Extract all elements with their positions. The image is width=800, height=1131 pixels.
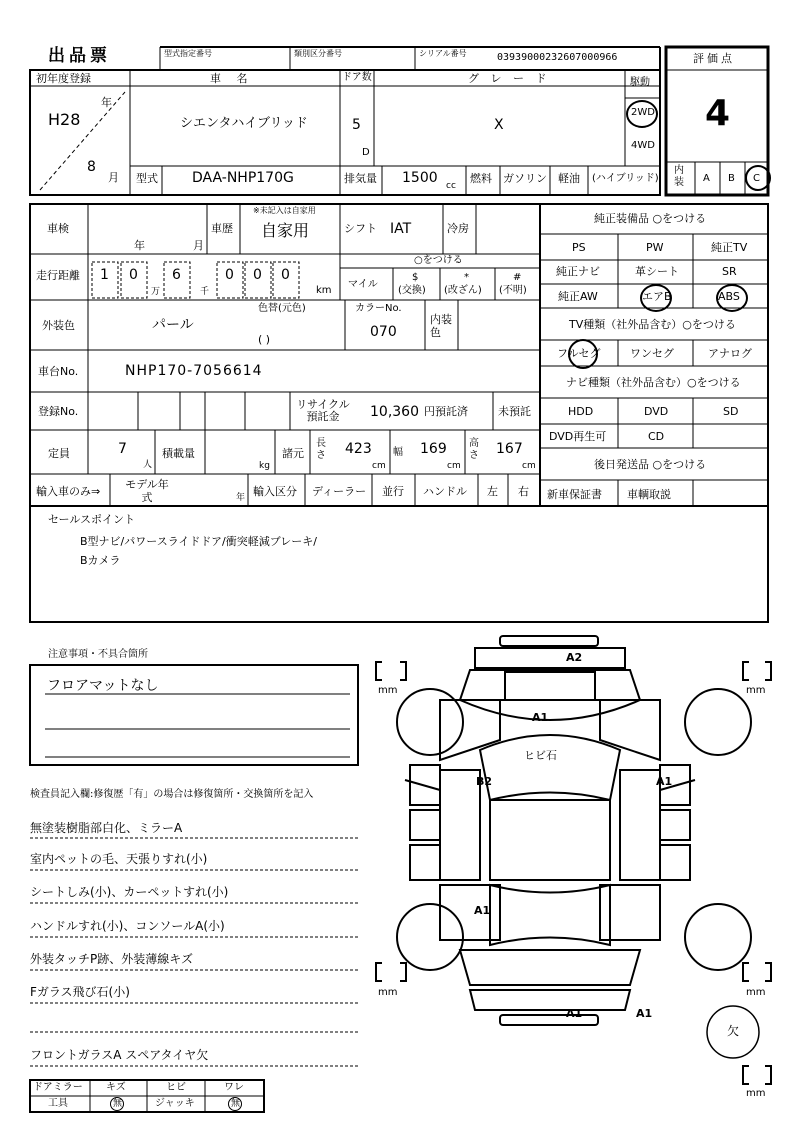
legend-break: ワレ (224, 1082, 244, 1093)
reg-month-value: 8 (87, 159, 96, 175)
history-note: ※未記入は自家用 (253, 206, 316, 215)
dealer-option[interactable]: ディーラー (312, 485, 367, 498)
mileage-digit-5: 0 (253, 267, 262, 283)
handle-left[interactable]: 左 (487, 485, 498, 498)
model-year-unit: 年 (236, 493, 246, 503)
length-value: 423 (345, 441, 372, 457)
handle-right[interactable]: 右 (518, 485, 529, 498)
shift-value: IAT (390, 221, 412, 237)
inspector-line-4: ハンドルすれ(小)、コンソールA(小) (30, 919, 225, 933)
mileage-digit-4: 0 (225, 267, 234, 283)
chassis-value: NHP170-7056614 (125, 363, 263, 379)
shift-label: シフト (344, 222, 377, 235)
mileage-digit-6: 0 (281, 267, 290, 283)
mileage-label: 走行距離 (36, 269, 80, 282)
ac-label: 冷房 (447, 222, 469, 235)
category-label: 類別区分番号 (294, 49, 342, 58)
color-no-label: カラーNo. (355, 303, 402, 314)
shaken-label: 車検 (47, 222, 69, 235)
inspector-label: 検査員記入欄:修復歴「有」の場合は修復箇所・交換箇所を記入 (30, 789, 314, 800)
width-value: 169 (420, 441, 447, 457)
navi-dvd-play[interactable]: DVD再生可 (549, 430, 607, 443)
grade-value: X (494, 117, 504, 133)
later-title: 後日発送品 ○をつける (594, 458, 707, 471)
recycle-unpaid[interactable]: 未預託 (498, 405, 531, 418)
width-unit: cm (447, 461, 461, 471)
reg-month-unit: 月 (108, 171, 119, 184)
reg-year-value: H28 (48, 110, 81, 129)
shaken-year-unit: 年 (134, 239, 145, 252)
color-label: 外装色 (42, 319, 75, 332)
car-diagram (397, 636, 751, 1025)
sales-point-line1: B型ナビ/パワースライドドア/衝突軽減ブレーキ/ (80, 535, 318, 548)
inspector-line-6: Fガラス飛び石(小) (30, 985, 130, 999)
legend-crack: ヒビ (166, 1082, 186, 1093)
tv-fullseg[interactable]: フルセグ (557, 347, 601, 360)
score-label: 評価点 (693, 52, 735, 65)
interior-a[interactable]: A (703, 173, 710, 184)
import-category-label: 輸入区分 (253, 485, 297, 498)
recycle-label: リサイクル預託金 (296, 398, 350, 423)
mark-rear-bumper-2: A1 (636, 1007, 653, 1020)
model-year-label: モデル年式 (125, 478, 169, 504)
exchange-option[interactable]: (交換) (398, 285, 426, 296)
mm-spare: mm (746, 1088, 766, 1099)
interior-color-label: 内装色 (430, 313, 452, 339)
sales-point-line2: Bカメラ (80, 554, 121, 567)
capacity-value: 7 (118, 441, 127, 457)
car-name-label: 車 名 (210, 72, 254, 85)
navi-cd[interactable]: CD (648, 430, 665, 443)
tv-analog[interactable]: アナログ (708, 347, 752, 360)
length-unit: cm (372, 461, 386, 471)
mark-front-bumper: A2 (566, 651, 583, 664)
legend-tools: 工具 (48, 1098, 68, 1109)
drive-4wd[interactable]: 4WD (631, 140, 655, 151)
parallel-option[interactable]: 並行 (382, 485, 404, 498)
equip-leather[interactable]: 革シート (635, 265, 679, 278)
form-title: 出品票 (48, 46, 111, 66)
width-label: 幅 (393, 447, 403, 458)
mm-front-left: mm (378, 685, 398, 696)
sales-point-label: セールスポイント (48, 513, 136, 526)
capacity-unit: 人 (143, 460, 153, 470)
fullseg-circle (568, 339, 598, 369)
equip-ps[interactable]: PS (572, 241, 586, 254)
legend-jack: ジャッキ (155, 1098, 195, 1109)
equip-airbag[interactable]: エアB (642, 290, 672, 303)
airbag-circle (640, 284, 672, 312)
mark-windshield: ヒビ石 (524, 749, 557, 762)
exchange-symbol: $ (412, 272, 419, 283)
type-value: DAA-NHP170G (192, 170, 294, 186)
equip-title: 純正装備品 ○をつける (594, 212, 707, 225)
legend-door-mirror: ドアミラー (33, 1082, 83, 1093)
unknown-option[interactable]: (不明) (499, 285, 527, 296)
mileage-digit-2: 0 (129, 267, 138, 283)
legend-tools-none: 無 (113, 1099, 123, 1109)
model-cert-label: 型式指定番号 (164, 49, 212, 58)
notes-line1: フロアマットなし (47, 678, 159, 694)
mark-left-rear: A1 (474, 904, 491, 917)
drive-2wd-circle (626, 100, 658, 128)
regno-label: 登録No. (38, 405, 79, 418)
doors-suffix: D (362, 147, 370, 158)
serial-label: シリアル番号 (419, 49, 467, 58)
first-reg-label: 初年度登録 (36, 72, 91, 85)
import-label: 輸入車のみ⇒ (36, 485, 101, 498)
shaken-month-unit: 月 (193, 239, 204, 252)
mileage-mark-note: ○をつける (414, 255, 463, 266)
load-label: 積載量 (162, 447, 195, 460)
mileage-digit-3: 6 (172, 267, 181, 283)
abs-circle (716, 284, 748, 312)
mm-rear-right: mm (746, 987, 766, 998)
interior-c-circle (745, 165, 771, 191)
mark-rear-bumper-1: A1 (566, 1007, 583, 1020)
legend-jack-none: 無 (231, 1099, 241, 1109)
color-change-label: 色替(元色) (258, 303, 306, 314)
equip-abs[interactable]: ABS (718, 290, 740, 303)
original-color-paren: ( ) (258, 333, 271, 346)
mark-hood: A1 (532, 711, 549, 724)
fuel-diesel[interactable]: 軽油 (558, 172, 580, 185)
navi-hdd[interactable]: HDD (568, 405, 594, 418)
inspector-line-2: 室内ペットの毛、天張りすれ(小) (30, 852, 208, 866)
equip-pw[interactable]: PW (646, 241, 664, 254)
height-unit: cm (522, 461, 536, 471)
jack-none-circle (228, 1097, 242, 1111)
recycle-paid[interactable]: 円預託済 (424, 405, 468, 418)
spare-tire-missing: 欠 (727, 1024, 740, 1038)
navi-sd[interactable]: SD (723, 405, 739, 418)
later-manual[interactable]: 車輌取説 (627, 488, 671, 501)
mileage-man-unit: 万 (151, 287, 161, 297)
inspector-line-3: シートしみ(小)、カーペットすれ(小) (30, 885, 229, 899)
serial-value: 03939000232607000966 (497, 52, 618, 63)
length-label: 長さ (316, 438, 326, 461)
drive-label: 駆動 (630, 77, 650, 88)
fuel-gasoline[interactable]: ガソリン (503, 172, 547, 185)
mile-option[interactable]: マイル (348, 279, 378, 290)
mileage-km-unit: km (316, 285, 332, 296)
load-unit: kg (259, 461, 270, 471)
tools-none-circle (110, 1097, 124, 1111)
color-value: パール (152, 317, 194, 333)
equip-navi[interactable]: 純正ナビ (556, 265, 600, 278)
displacement-unit: cc (446, 181, 456, 191)
later-warranty[interactable]: 新車保証書 (547, 488, 602, 501)
history-value: 自家用 (261, 221, 310, 240)
type-label: 型式 (136, 172, 158, 185)
interior-label: 内装 (674, 165, 684, 188)
score-value: 4 (705, 93, 731, 134)
interior-c[interactable]: C (753, 173, 760, 184)
equip-sr[interactable]: SR (722, 265, 737, 278)
mark-left-front-door: B2 (476, 775, 493, 788)
unknown-symbol: # (513, 272, 522, 283)
inspector-line-1: 無塗装樹脂部白化、ミラーA (30, 821, 183, 835)
displacement-value: 1500 (402, 170, 438, 186)
equip-aw[interactable]: 純正AW (558, 290, 598, 303)
recycle-value: 10,360 (370, 404, 419, 420)
tv-title: TV種類（社外品含む）○をつける (569, 318, 736, 331)
altered-option[interactable]: (改ざん) (444, 285, 482, 296)
navi-title: ナビ種類（社外品含む）○をつける (566, 376, 741, 389)
mm-front-right: mm (746, 685, 766, 696)
handle-label: ハンドル (423, 485, 467, 498)
doors-label: ドア数 (342, 72, 372, 83)
notes-label: 注意事項・不具合箇所 (48, 649, 148, 660)
legend-scratch: キズ (106, 1082, 126, 1093)
mark-right-front-door: A1 (656, 775, 673, 788)
dims-label: 諸元 (282, 447, 304, 460)
altered-symbol: * (464, 272, 469, 283)
capacity-label: 定員 (48, 447, 70, 460)
color-no-value: 070 (370, 324, 397, 340)
reg-year-unit: 年 (101, 96, 112, 109)
drive-2wd[interactable]: 2WD (631, 107, 655, 118)
equip-tv[interactable]: 純正TV (711, 241, 748, 254)
displacement-label: 排気量 (344, 172, 377, 185)
history-label: 車歴 (211, 222, 233, 235)
tv-oneseg[interactable]: ワンセグ (630, 347, 674, 360)
car-name-value: シエンタハイブリッド (180, 116, 308, 131)
height-value: 167 (496, 441, 523, 457)
inspector-line-8: フロントガラスA スペアタイヤ欠 (30, 1048, 209, 1062)
doors-value: 5 (352, 117, 361, 133)
fuel-hybrid[interactable]: (ハイブリッド) (592, 173, 659, 184)
grade-label: グ レ ー ド (468, 72, 551, 85)
navi-dvd[interactable]: DVD (644, 405, 669, 418)
mileage-sen-unit: 千 (200, 287, 210, 297)
interior-b[interactable]: B (728, 173, 735, 184)
mileage-digit-1: 1 (100, 267, 109, 283)
fuel-label: 燃料 (470, 172, 492, 185)
chassis-label: 車台No. (38, 365, 79, 378)
mm-rear-left: mm (378, 987, 398, 998)
inspector-line-5: 外装タッチP跡、外装薄線キズ (30, 952, 193, 966)
height-label: 高さ (469, 438, 479, 461)
